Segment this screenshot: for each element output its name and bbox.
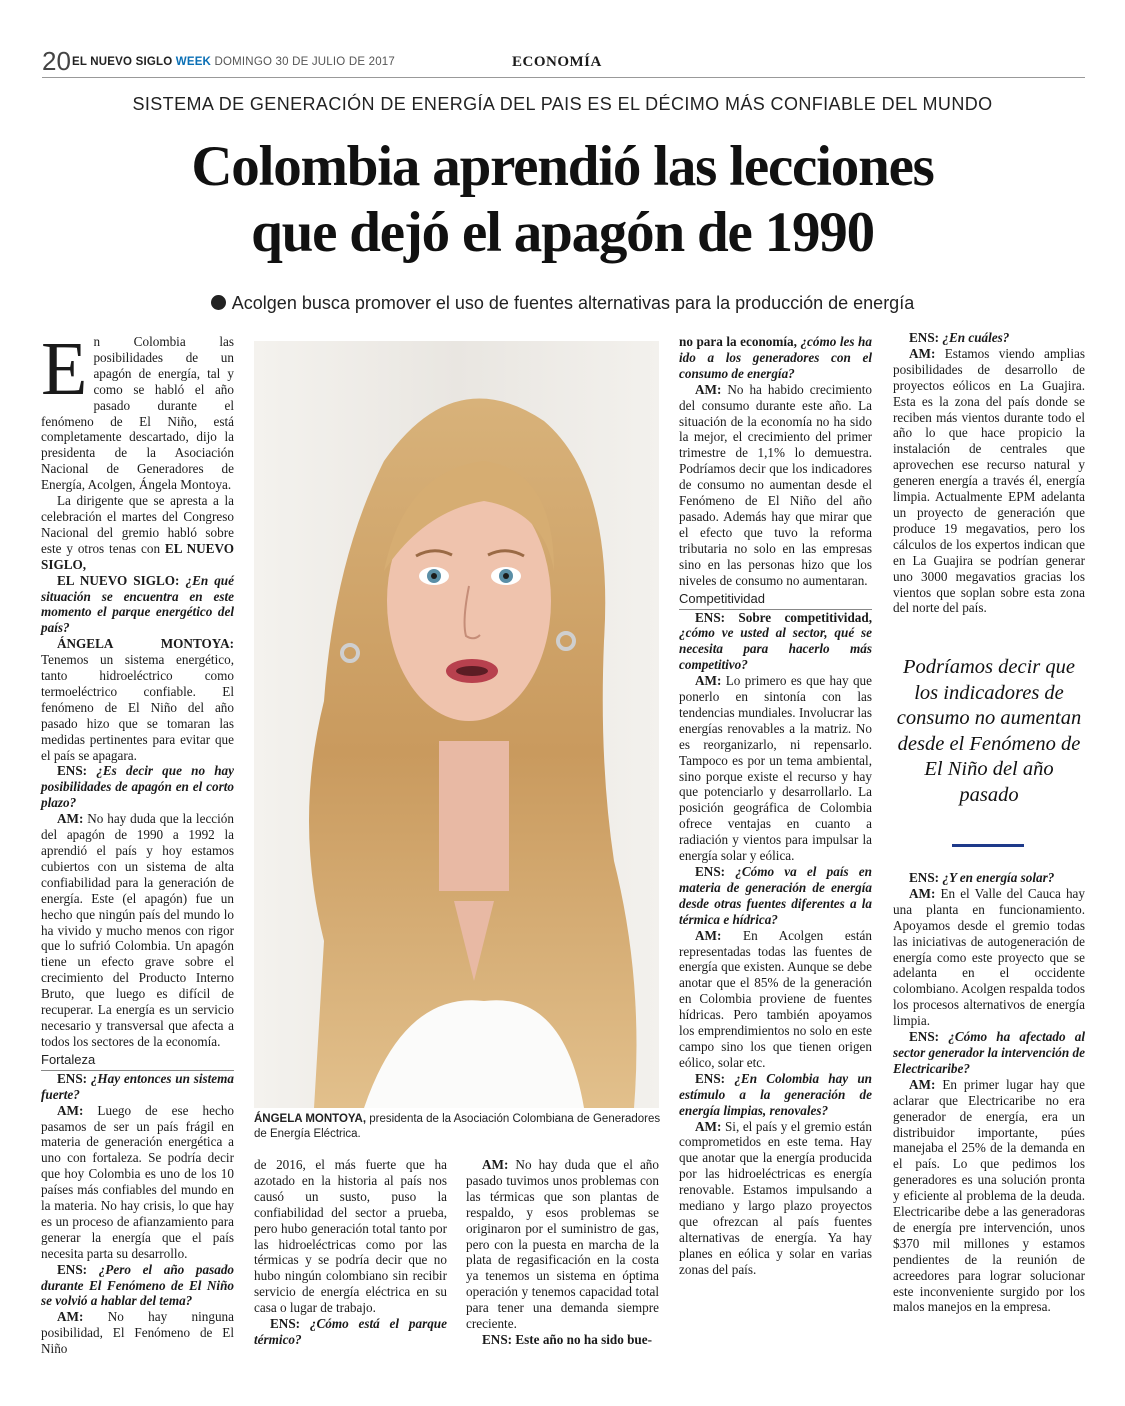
masthead [72, 56, 395, 68]
answer: AM: Estamos viendo amplias posibilidades de desarrollo de proyectos eólicos en La Guajira. Esta es la zona del país donde se reciben más vientos durante todo el año lo que hace propicio la instalación de centrales que aprovechen ese recurso natural y generen energía a través él, energía limpia. Actualmente EPM adelanta un proyecto de generación que produce 19 megavatios, pero los cálculos de los expertos indican que en La Guajira se podrían generar uno 3000 megavatios gracias los vientos que soplan sobre esta zona del norte del país. [893, 345, 1085, 616]
question: ENS: ¿Cómo está el parque térmico? [254, 1316, 447, 1347]
dropcap: E [41, 327, 88, 411]
answer: AM: No hay ninguna posibilidad, El Fenómeno de El Niño [41, 1309, 234, 1357]
page-number: 20 [42, 46, 71, 76]
photo-caption: ÁNGELA MONTOYA, presidenta de la Asociación Colombiana de Generadores de Energía Eléctrica. [254, 1113, 661, 1140]
question: EL NUEVO SIGLO: ¿En qué situación se encuentra en este momento el parque energético del país? [41, 572, 234, 636]
answer: AM: No hay duda que la lección del apagón de 1990 a 1992 la aprendió el país y hoy estamos cubiertos con un sistema de alta confiabilidad para la generación de energía. Este (el apagón) fue un hecho que ningún país del mundo lo ha vivido y mucho menos con rigor que lo sufrió Colombia. Un apagón tiene un efecto grave sobre el crecimiento del Producto Interno Bruto, que luego es difícil de recuperar. La energía es un servicio necesario y transversal que afecta a todos los sectores de la economía. [41, 811, 234, 1049]
column-3 [466, 1157, 659, 1348]
answer: AM: No hay duda que el año pasado tuvimos unos problemas con las térmicas que son plantas de respaldo, y esos problemas se originaron por el suministro de gas, pero con la puesta en marcha de la plata de regasificación en la costa ya tenemos un sistema en óptima operación y tenemos capacidad total para tener una demanda siempre creciente. [466, 1157, 659, 1332]
subhead-fortaleza: Fortaleza [41, 1050, 234, 1071]
paper-name: EL NUEVO SIGLO [72, 56, 173, 68]
question: ENS: ¿Hay entonces un sistema fuerte? [41, 1070, 234, 1102]
column-5-bottom [893, 870, 1085, 1315]
subtitle [0, 293, 1125, 314]
answer: AM: Lo primero es que hay que ponerlo en sintonía con las tendencias mundiales. Involucrar las energías renovables a la matriz. No es reorganizarlo, ni repensarlo. Tampoco es por un tema ambiental, sino porque existe el recurso y hay que potenciarlo y desarrollarlo. La posición geográfica de Colombia ofrece ventajas en cuanto a radiación y vientos para impulsar la energía solar y eólica. [679, 673, 872, 864]
answer: AM: No ha habido crecimiento del consumo durante este año. La situación de la economía no ha sido la mejor, el crecimiento del primer trimestre de 1,1% lo demuestra. Podríamos decir que los indicadores de consumo no aumentan desde el Fenómeno de El Niño del año pasado. Además hay que mirar que el efecto que tuvo la reforma tributaria no solo en las empresas sino en las personas hizo que los niveles de consumo no aumentaran. [679, 381, 872, 588]
headline-line-2: que dejó el apagón de 1990 [251, 201, 874, 264]
pull-quote: Podríamos decir que los indicadores de consumo no aumentan desde el Fenómeno de El Niño del año pasado [896, 656, 1082, 806]
subtitle-text: Acolgen busca promover el uso de fuentes alternativas para la producción de energía [231, 293, 915, 313]
answer: AM: En primer lugar hay que aclarar que Electricaribe no era generador de energía, era un distribuidor importante, púes manejaba el 25% de la demanda en el país. Lo que pedimos los generadores es una solución pronta y eficiente al problema de la deuda. Electricaribe debe a las generadoras de energía pre intervención, unos $370 mil millones y estamos pendientes de la reunión de acreedores para lograr solucionar este inconveniente surgido por los malos manejos en la empresa. [893, 1076, 1086, 1315]
answer: AM: Si, el país y el gremio están comprometidos en este tema. Hay que anotar que la energía producida por las hidroeléctricas es energía renovable. Estamos impulsando a mediano y largo plazo proyectos que ofrezcan al país fuentes alternativas de energía. Ya hay planes en eólica y solar en varias zonas del país. [679, 1118, 872, 1277]
answer: AM: Luego de ese hecho pasamos de ser un país frágil en materia de generación energética a uno con fortaleza. Se podría decir que hoy Colombia es uno de los 10 países más confiables del mundo en la materia. No hay crisis, lo que hay es un proceso de afianzamiento para generar la energía que el país necesita parta su desarrollo. [41, 1102, 235, 1261]
header-rule [42, 77, 1085, 78]
week-label: WEEK [175, 56, 212, 68]
headline-line-1: Colombia aprendió las lecciones [191, 135, 934, 198]
paragraph: de 2016, el más fuerte que ha azotado en la historia al país nos causó un susto, puso la confiabilidad del sector a prueba, pero hubo generación total tanto por las hidroeléctricas como por las térmicas y se podría decir que no hubo ningún colombiano sin recibir servicio de energía eléctrica en su casa o lugar de trabajo. [254, 1157, 447, 1316]
column-5-top [893, 330, 1085, 616]
paragraph: La dirigente que se apresta a la celebración el martes del Congreso Nacional del gremio habló sobre este y otros tenas con EL NUEVO SIGLO, [41, 493, 234, 572]
pull-quote-rule [952, 844, 1024, 847]
portrait-photo [254, 341, 659, 1108]
subhead-competitividad: Competitividad [679, 589, 872, 610]
question: ENS: ¿En Colombia hay un estímulo a la generación de energía limpias, renovales? [679, 1070, 873, 1118]
column-2 [254, 1157, 447, 1348]
answer: AM: En el Valle del Cauca hay una planta en funcionamiento. Apoyamos desde el gremio todas las iniciativas de autogeneración de energía como este proyecto que se adelanta en el occidente colombiano. Acolgen respalda todos los procesos alternativos de energía limpia. [893, 885, 1086, 1029]
question: ENS: ¿Y en energía solar? [909, 870, 1055, 885]
kicker: SISTEMA DE GENERACIÓN DE ENERGÍA DEL PAIS ES EL DÉCIMO MÁS CONFIABLE DEL MUNDO [132, 94, 993, 114]
headline [40, 134, 1085, 266]
question: ENS: Sobre competitividad, ¿cómo ve usted al sector, qué se necesita para hacerlo más competitivo? [679, 609, 873, 673]
question: ENS: ¿Cómo va el país en materia de generación de energía desde otras fuentes diferentes a la térmica e hídrica? [679, 864, 872, 927]
answer: AM: En Acolgen están representadas todas las fuentes de energía que existen. Aunque se debe anotar que el 85% de la generación en Colombia proviene de fuentes hídricas. Pero también apoyamos los emprendimientos no solo en este campo sino los que tienen origen eólico, solar etc. [679, 927, 872, 1070]
column-1 [41, 327, 235, 1357]
question: ENS: ¿Es decir que no hay posibilidades de apagón en el corto plazo? [41, 763, 235, 811]
bullet-icon [211, 295, 226, 310]
section-name: ECONOMÍA [512, 54, 602, 70]
question: no para la economía, ¿cómo les ha ido a los generadores con el consumo de energía? [679, 334, 872, 381]
question: ENS: ¿Cómo ha afectado al sector generador la intervención de Electricaribe? [893, 1029, 1085, 1076]
issue-date: DOMINGO 30 DE JULIO DE 2017 [214, 56, 395, 68]
question: ENS: ¿En cuáles? [909, 330, 1010, 345]
lead-paragraph: En Colombia las posibilidades de un apagón de energía, tal y como se habló el año pasado durante el fenómeno de El Niño, está completamente descartado, dijo la presidenta de la Asociación Nacional de Generadores de Energía, Acolgen, Ángela Montoya. [41, 327, 234, 493]
question: ENS: ¿Pero el año pasado durante El Fenómeno de El Niño se volvió a hablar del tema? [41, 1261, 235, 1309]
column-4 [679, 334, 872, 1278]
question: ENS: Este año no ha sido bue- [482, 1331, 653, 1347]
answer: ÁNGELA MONTOYA: Tenemos un sistema energético, tanto hidroeléctrico como termoeléctrico confiable. El fenómeno de El Niño del año pasado hizo que se tomaran las medidas pertinentes para evitar que el país se apagara. [41, 636, 234, 763]
portrait-illustration [254, 341, 659, 1108]
